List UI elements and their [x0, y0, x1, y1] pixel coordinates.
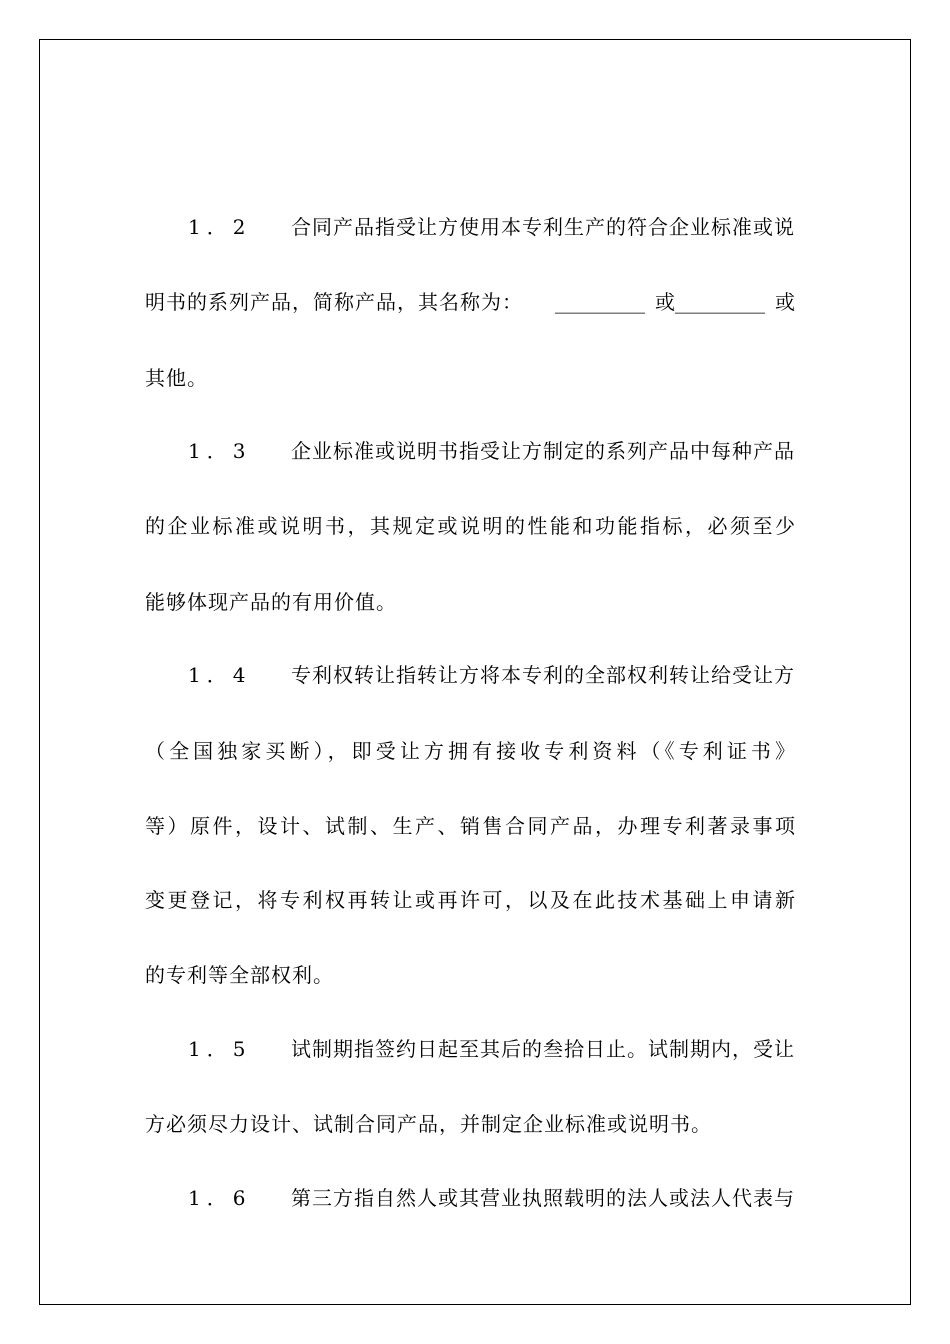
or-word: 或 — [655, 290, 675, 314]
clause-text: 专利权转让指转让方将本专利的全部权利转让给受让方 — [291, 663, 795, 687]
paragraph-1-2-line-3: 其他。 — [145, 366, 208, 390]
clause-number: 1．4 — [188, 663, 252, 687]
paragraph-1-2-line-1 — [145, 213, 795, 241]
paragraph-1-2-line-2 — [145, 288, 795, 316]
paragraph-1-4-line-4: 变更登记，将专利权再转让或再许可，以及在此技术基础上申请新 — [145, 888, 795, 912]
clause-number: 1．2 — [188, 215, 252, 239]
paragraph-1-4-line-3: 等）原件，设计、试制、生产、销售合同产品，办理专利著录事项 — [145, 814, 795, 838]
clause-number: 1．6 — [188, 1186, 252, 1210]
product-name-blank-1[interactable]: _________ — [555, 290, 645, 314]
paragraph-1-5-line-2: 方必须尽力设计、试制合同产品，并制定企业标准或说明书。 — [145, 1112, 712, 1136]
paragraph-1-3-line-3: 能够体现产品的有用价值。 — [145, 590, 397, 614]
paragraph-1-5-line-1 — [145, 1035, 795, 1063]
paragraph-1-3-line-1 — [145, 437, 795, 465]
paragraph-1-6-line-1 — [145, 1184, 795, 1212]
clause-text: 企业标准或说明书指受让方制定的系列产品中每种产品 — [291, 439, 795, 463]
paragraph-1-4-line-2: （全国独家买断），即受让方拥有接收专利资料（《专利证书》 — [145, 739, 795, 763]
clause-number: 1．5 — [188, 1037, 252, 1061]
clause-text: 明书的系列产品，简称产品，其名称为： — [145, 290, 523, 314]
clause-text: 第三方指自然人或其营业执照载明的法人或法人代表与 — [291, 1186, 795, 1210]
paragraph-1-4-line-5: 的专利等全部权利。 — [145, 963, 334, 987]
product-name-blank-2[interactable]: _________ — [675, 290, 765, 314]
paragraph-1-3-line-2: 的企业标准或说明书，其规定或说明的性能和功能指标，必须至少 — [145, 514, 795, 538]
product-name-fields — [555, 288, 795, 316]
clause-number: 1．3 — [188, 439, 252, 463]
clause-text: 试制期指签约日起至其后的叁拾日止。试制期内，受让 — [291, 1037, 795, 1061]
paragraph-1-4-line-1 — [145, 661, 795, 689]
clause-text: 合同产品指受让方使用本专利生产的符合企业标准或说 — [291, 215, 795, 239]
or-word: 或 — [775, 290, 795, 314]
